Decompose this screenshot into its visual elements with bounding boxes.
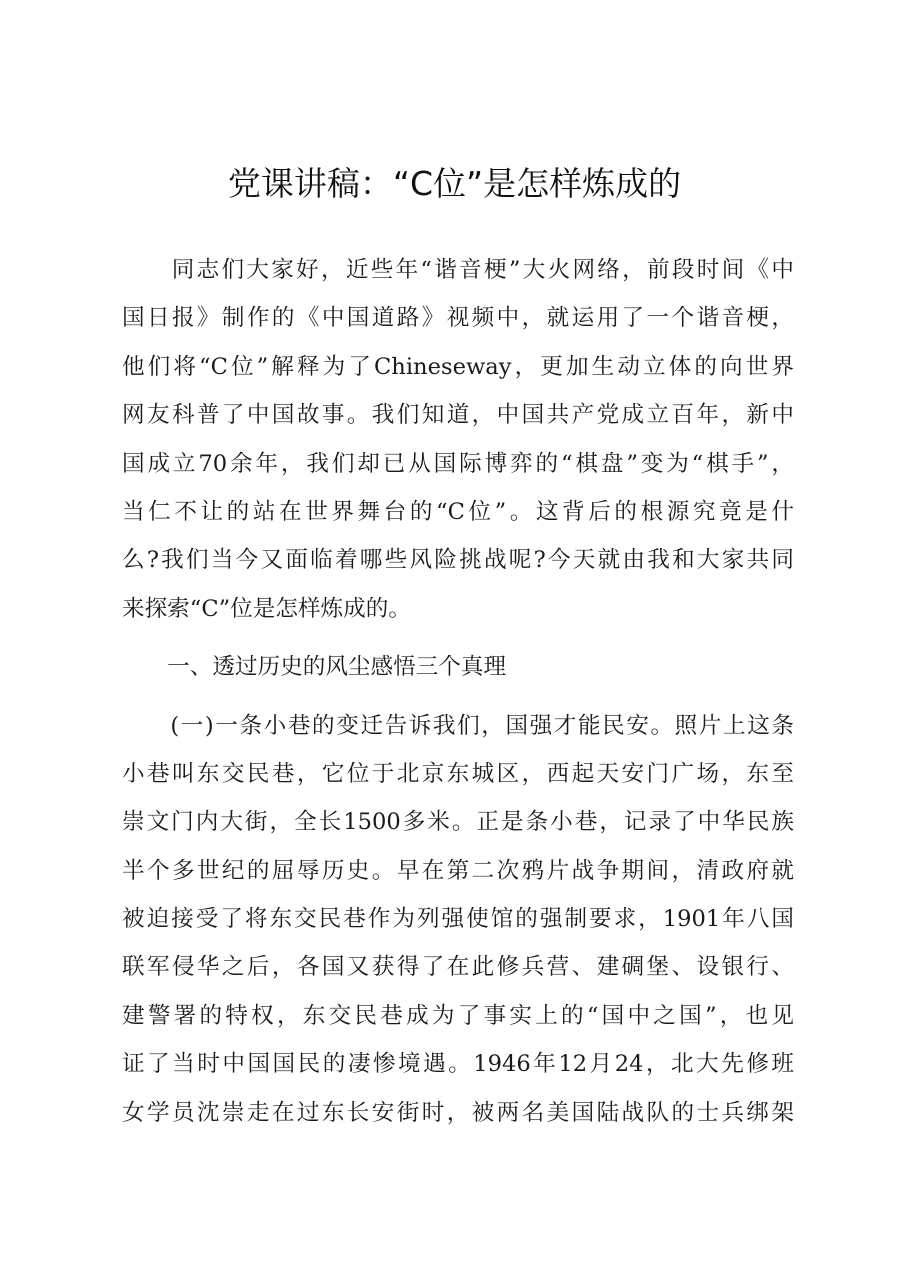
paragraph-line: 被迫接受了将东交民巷作为列强使馆的强制要求，1901年八国 bbox=[122, 906, 794, 933]
paragraph-line: 建警署的特权，东交民巷成为了事实上的“国中之国”，也见 bbox=[122, 1002, 794, 1029]
paragraph-line: 半个多世纪的屈辱历史。早在第二次鸦片战争期间，清政府就 bbox=[122, 857, 794, 884]
paragraph-line: 网友科普了中国故事。我们知道，中国共产党成立百年，新中 bbox=[122, 402, 794, 429]
paragraph-line: 他们将“C位”解释为了Chineseway，更加生动立体的向世界 bbox=[122, 353, 794, 380]
paragraph-line: 联军侵华之后，各国又获得了在此修兵营、建碉堡、设银行、 bbox=[122, 954, 794, 981]
paragraph-line: (一)一条小巷的变迁告诉我们，国强才能民安。照片上这条 bbox=[122, 712, 794, 739]
paragraph-line: 国日报》制作的《中国道路》视频中，就运用了一个谐音梗， bbox=[122, 305, 794, 332]
document-body bbox=[122, 246, 794, 1137]
paragraph-spacer bbox=[122, 633, 794, 643]
paragraph-line: 证了当时中国国民的凄惨境遇。1946年12月24，北大先修班 bbox=[122, 1051, 794, 1078]
paragraph-spacer bbox=[122, 692, 794, 702]
paragraph-line: 女学员沈崇走在过东长安街时，被两名美国陆战队的士兵绑架 bbox=[122, 1099, 794, 1126]
paragraph-line: 来探索“C”位是怎样炼成的。 bbox=[122, 595, 411, 622]
section-heading: 一、透过历史的风尘感悟三个真理 bbox=[122, 654, 507, 681]
paragraph-line: 么?我们当今又面临着哪些风险挑战呢?今天就由我和大家共同 bbox=[122, 547, 794, 574]
paragraph-line: 崇文门内大街，全长1500多米。正是条小巷，记录了中华民族 bbox=[122, 809, 794, 836]
paragraph-line: 国成立70余年，我们却已从国际博弈的“棋盘”变为“棋手”， bbox=[122, 450, 794, 477]
paragraph-line: 小巷叫东交民巷，它位于北京东城区，西起天安门广场，东至 bbox=[122, 760, 794, 787]
paragraph-line: 同志们大家好，近些年“谐音梗”大火网络，前段时间《中 bbox=[122, 257, 794, 283]
paragraph-line: 当仁不让的站在世界舞台的“C位”。这背后的根源究竟是什 bbox=[122, 498, 794, 525]
document-title: 党课讲稿：“C位”是怎样炼成的 bbox=[227, 164, 682, 203]
